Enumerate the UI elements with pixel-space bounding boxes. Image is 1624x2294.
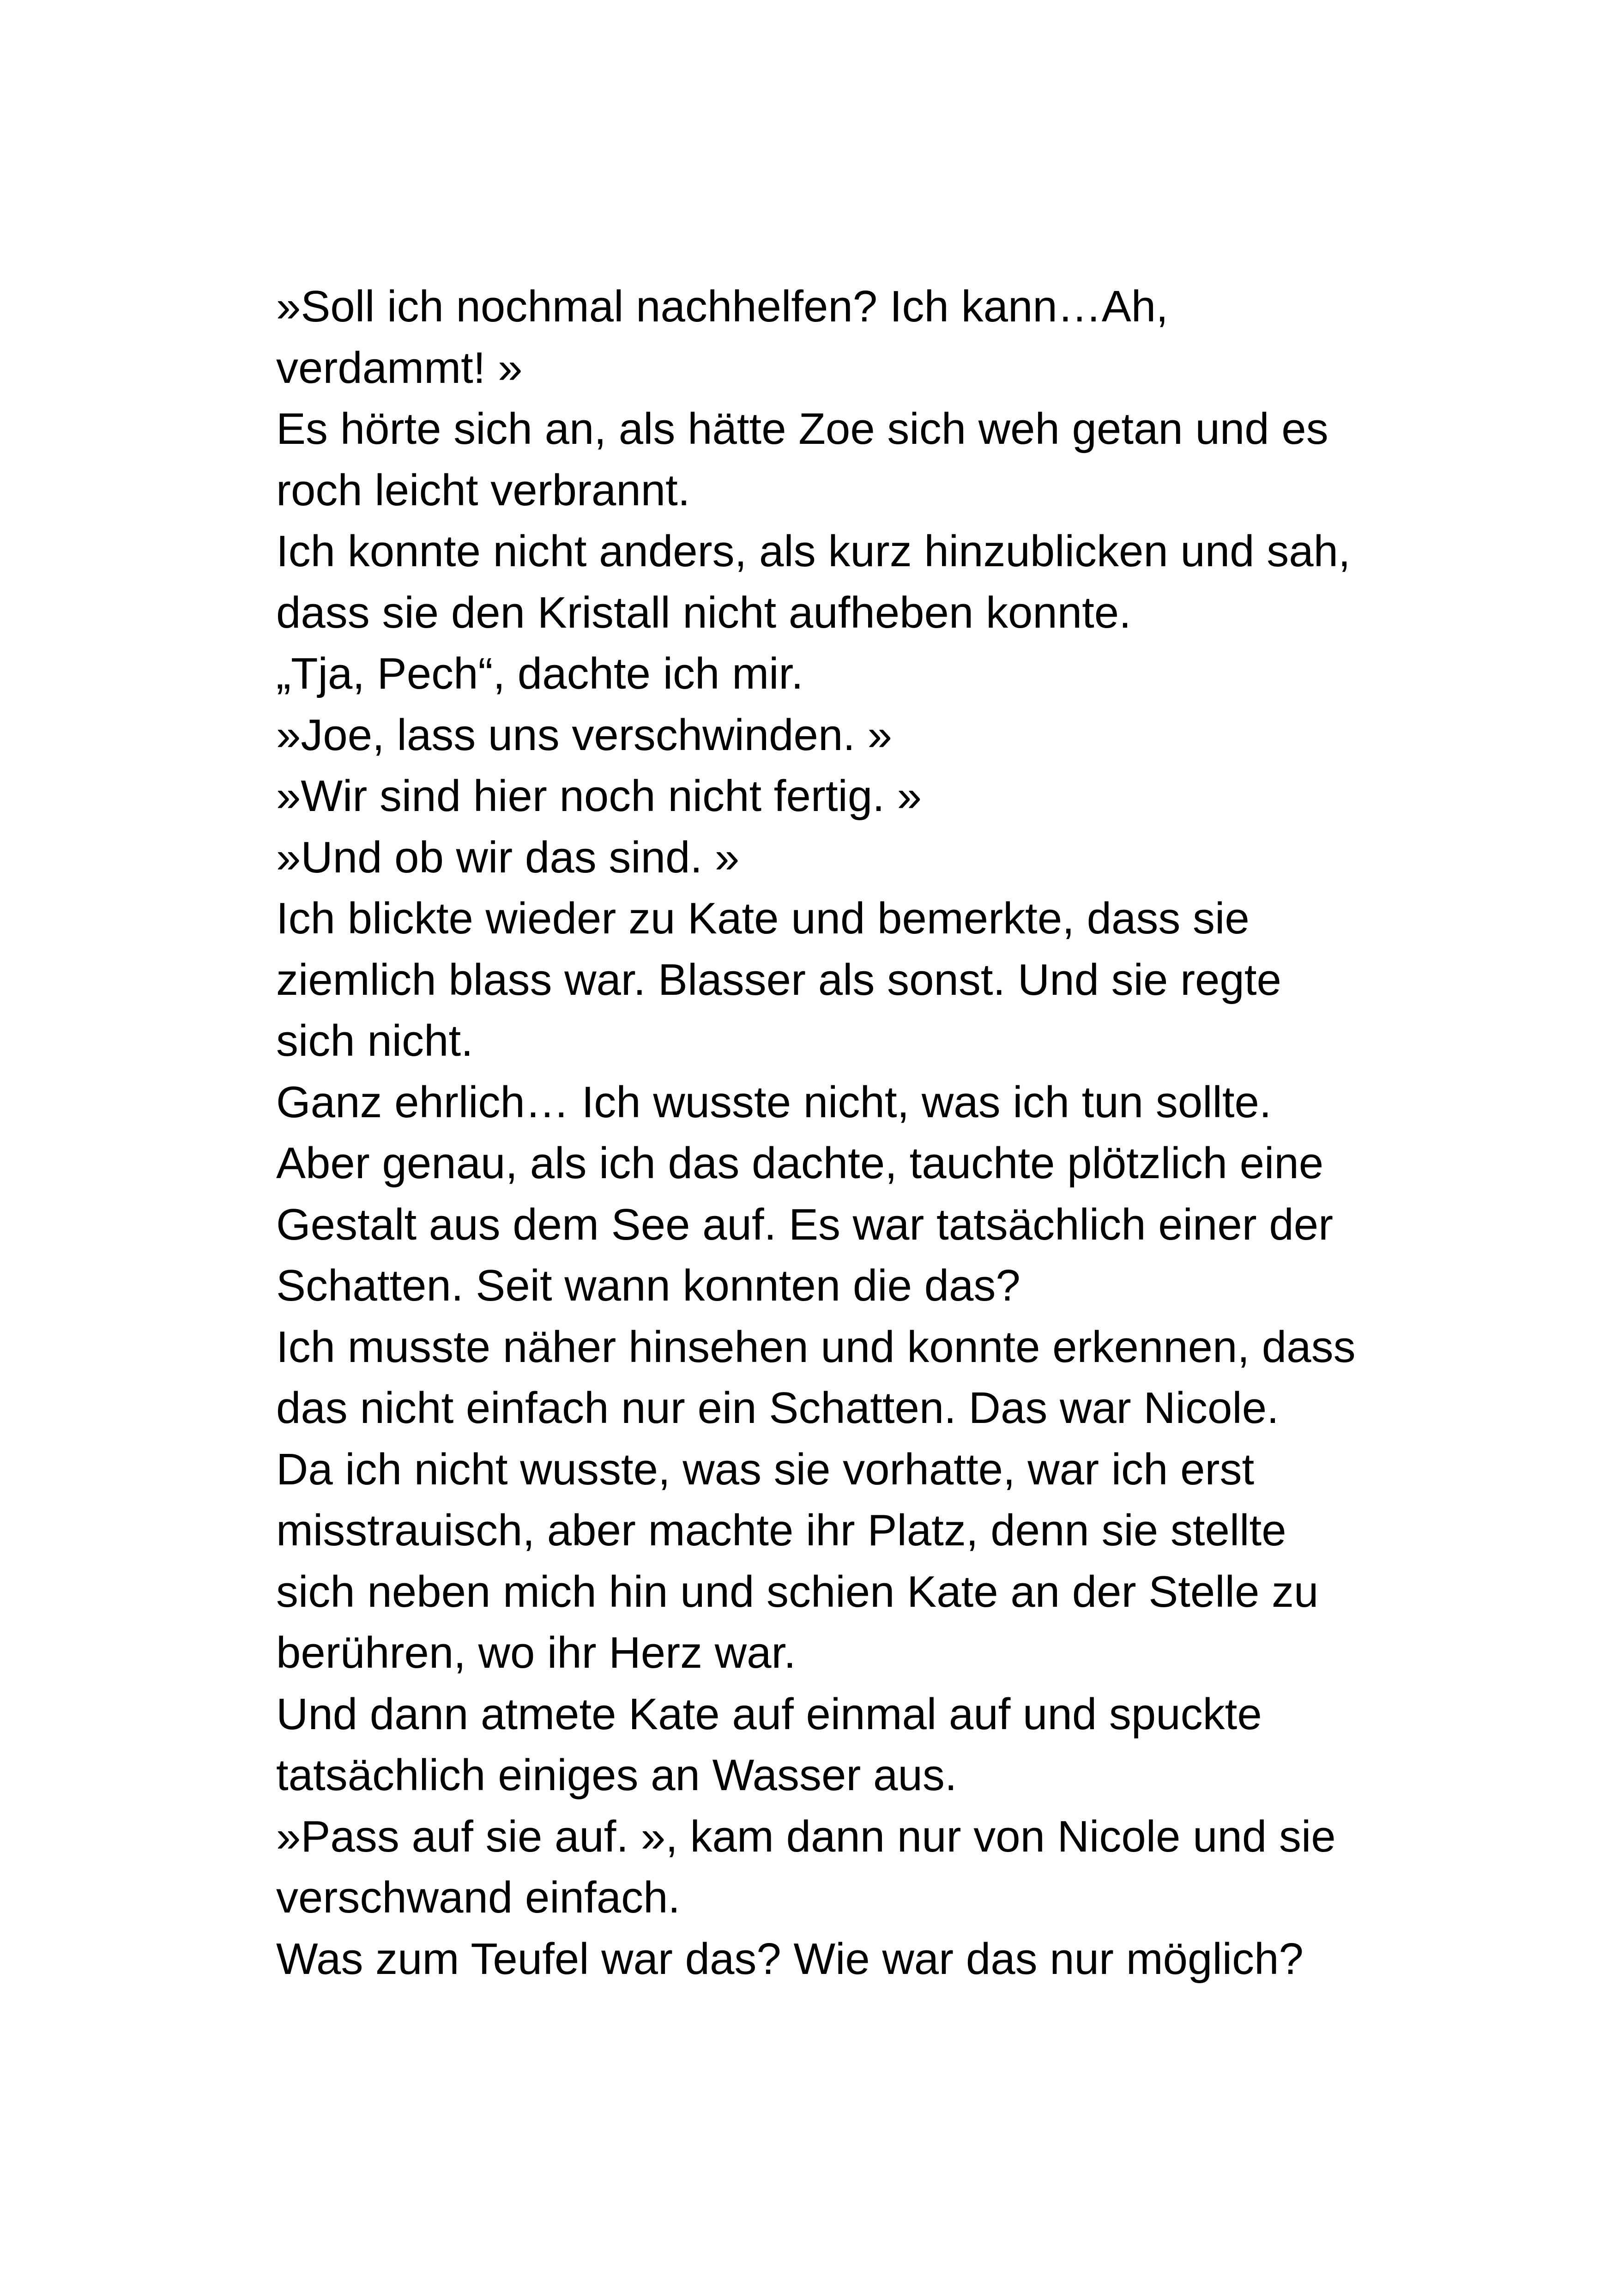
text-line: berühren, wo ihr Herz war.: [276, 1628, 796, 1677]
text-line: dass sie den Kristall nicht aufheben konnte.: [276, 587, 1131, 637]
text-line: Und dann atmete Kate auf einmal auf und spuckte: [276, 1689, 1262, 1739]
text-line: tatsächlich einiges an Wasser aus.: [276, 1750, 957, 1800]
text-line: »Soll ich nochmal nachhelfen? Ich kann…Ah,: [276, 282, 1168, 331]
text-line: »Und ob wir das sind. »: [276, 832, 740, 882]
text-line: ziemlich blass war. Blasser als sonst. Und sie regte: [276, 955, 1281, 1005]
body-text: [276, 276, 1458, 1990]
text-line: verschwand einfach.: [276, 1873, 681, 1922]
text-line: Ich musste näher hinsehen und konnte erkennen, dass: [276, 1322, 1356, 1372]
text-line: Schatten. Seit wann konnten die das?: [276, 1261, 1020, 1310]
text-line: Ganz ehrlich… Ich wusste nicht, was ich tun sollte.: [276, 1077, 1272, 1127]
text-line: »Wir sind hier noch nicht fertig. »: [276, 771, 922, 821]
text-line: das nicht einfach nur ein Schatten. Das war Nicole.: [276, 1383, 1279, 1433]
text-line: Da ich nicht wusste, was sie vorhatte, war ich erst: [276, 1444, 1255, 1494]
text-line: Es hörte sich an, als hätte Zoe sich weh getan und es: [276, 404, 1328, 454]
text-line: »Joe, lass uns verschwinden. »: [276, 710, 893, 760]
text-line: verdammt! »: [276, 343, 523, 393]
text-line: sich neben mich hin und schien Kate an der Stelle zu: [276, 1567, 1319, 1616]
text-line: Gestalt aus dem See auf. Es war tatsächlich einer der: [276, 1199, 1334, 1249]
text-line: Ich blickte wieder zu Kate und bemerkte, dass sie: [276, 894, 1250, 943]
text-line: Ich konnte nicht anders, als kurz hinzublicken und sah,: [276, 527, 1351, 576]
text-line: misstrauisch, aber machte ihr Platz, denn sie stellte: [276, 1506, 1286, 1555]
text-line: sich nicht.: [276, 1016, 473, 1065]
text-line: „Tja, Pech“, dachte ich mir.: [276, 649, 803, 698]
text-line: Was zum Teufel war das? Wie war das nur möglich?: [276, 1934, 1304, 1984]
text-line: Aber genau, als ich das dachte, tauchte plötzlich eine: [276, 1138, 1324, 1188]
text-line: roch leicht verbrannt.: [276, 465, 690, 515]
text-line: »Pass auf sie auf. », kam dann nur von Nicole und sie: [276, 1811, 1336, 1861]
